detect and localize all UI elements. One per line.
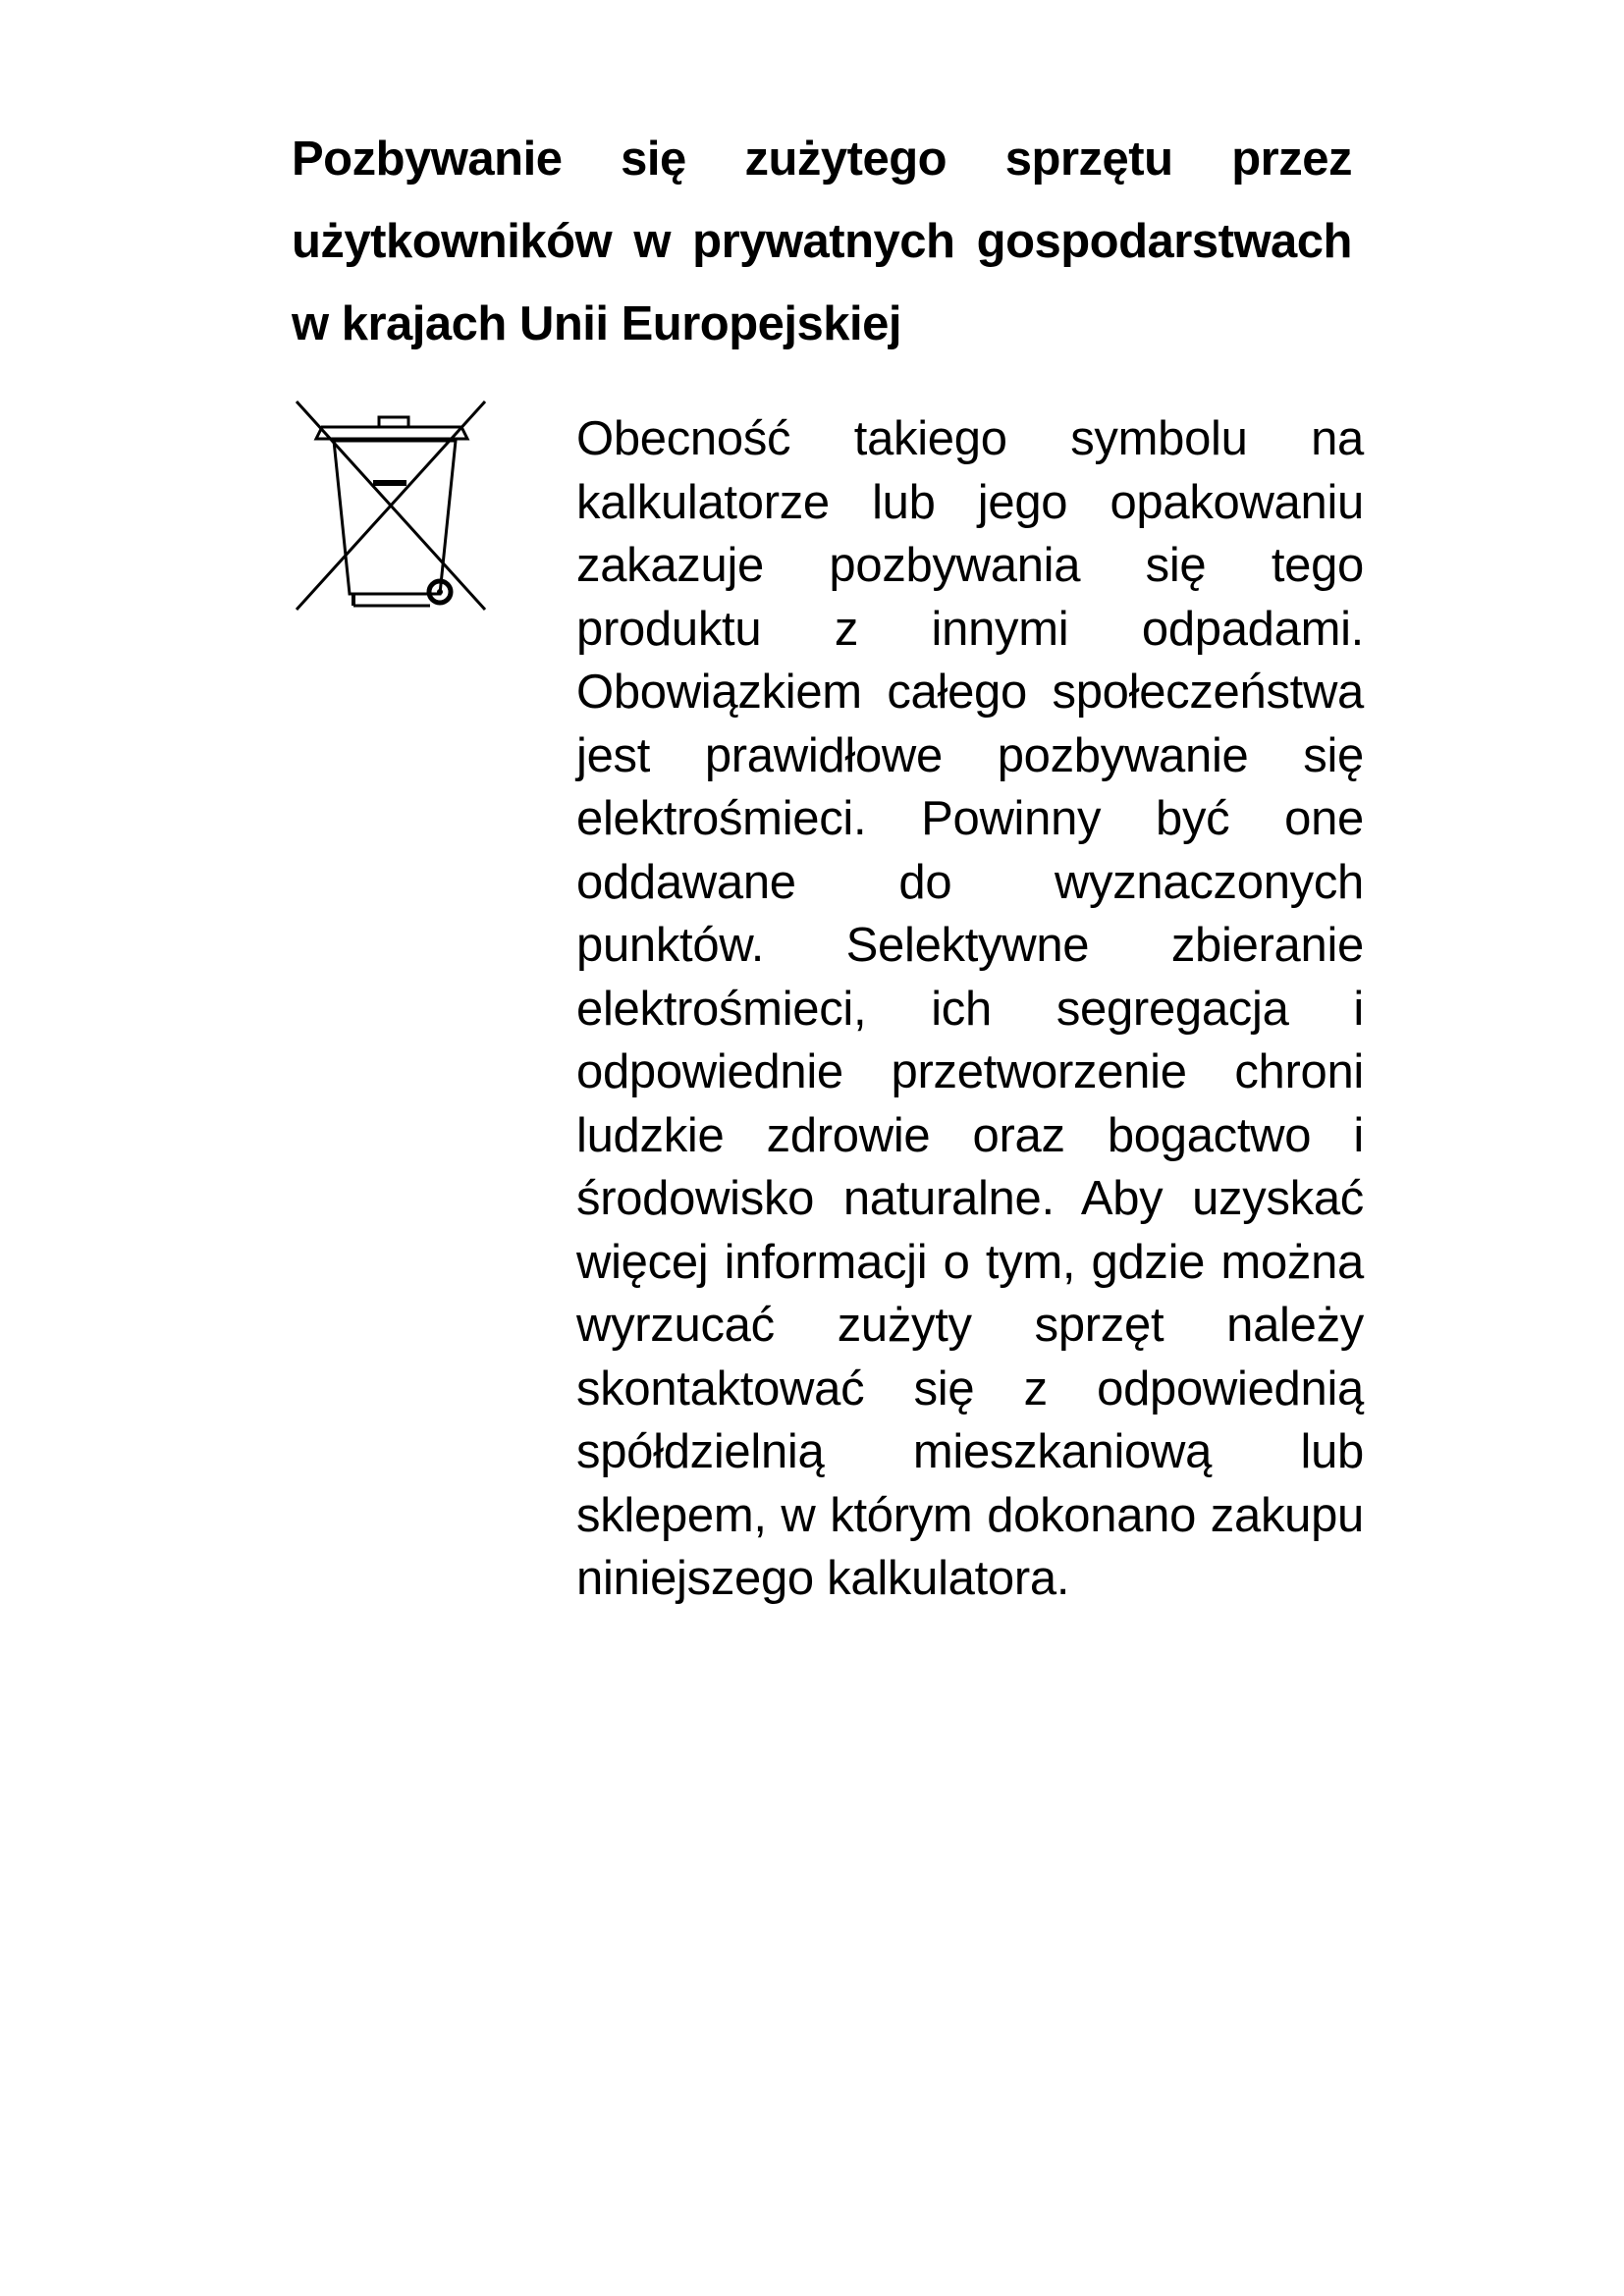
page-title: Pozbywanie się zużytego sprzętu przez użytkowników w prywatnych gospodarstwach w krajach Unii Europejskiej (292, 133, 1352, 350)
crossed-out-wheelie-bin-icon (293, 398, 499, 618)
body-paragraph: Obecność takiego symbolu na kalkulatorze lub jego opakowaniu zakazuje pozbywania się tego produktu z innymi odpadami. Obowiązkiem całego społeczeństwa jest prawidłowe pozbywanie się elektrośmieci. Powinny być one oddawane do wyznaczonych punktów. Selektywne zbieranie elektrośmieci, ich segregacja i odpowiednie przetworzenie chroni ludzkie zdrowie oraz bogactwo i środowisko naturalne. Aby uzyskać więcej informacji o tym, gdzie można wyrzucać zużyty sprzęt należy skontaktować się z odpowiednią spółdzielnią mieszkaniową lub sklepem, w którym dokonano zakupu niniejszego kalkulatora. (576, 412, 1364, 1605)
